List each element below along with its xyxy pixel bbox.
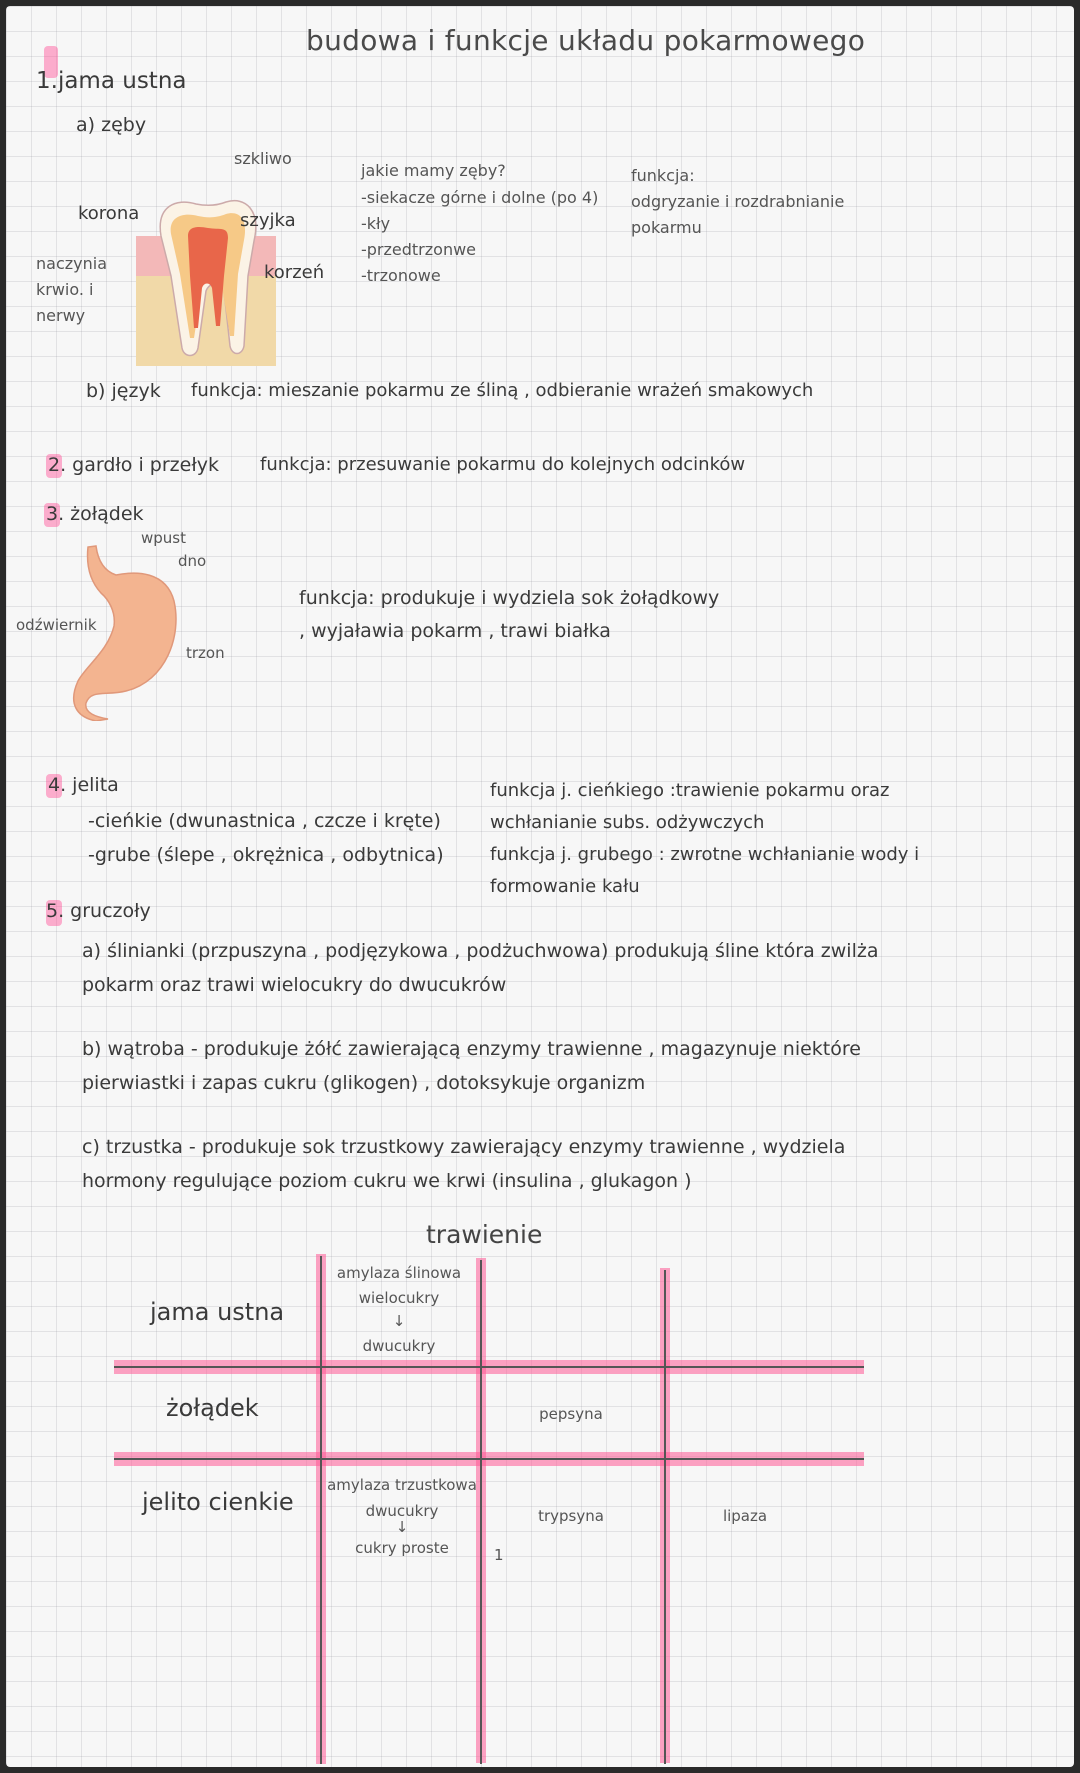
gland-b-line: b) wątroba - produkuje żółć zawierającą enzymy trawienne , magazynuje niektóre (82, 1038, 861, 1060)
arrow-down-icon: ↓ (392, 1312, 406, 1330)
teeth-list-item: jakie mamy zęby? (361, 161, 506, 180)
label-odzwiernik: odźwiernik (16, 616, 97, 634)
table-row-header: żołądek (166, 1394, 259, 1422)
table-cell: dwucukry (365, 1502, 439, 1520)
label-szyjka: szyjka (240, 210, 296, 231)
teeth-function: pokarmu (631, 218, 702, 237)
intestine-item: -grube (ślepe , okrężnica , odbytnica) (88, 844, 444, 866)
section-2-heading: 2. gardło i przełyk (48, 454, 219, 476)
label-korona: korona (78, 203, 140, 224)
section-2-function: funkcja: przesuwanie pokarmu do kolejnych odcinków (260, 454, 746, 475)
table-cell: dwucukry (362, 1337, 436, 1355)
table-cell: trypsyna (538, 1507, 604, 1525)
gland-c-line: hormony regulujące poziom cukru we krwi (insulina , glukagon ) (82, 1170, 692, 1192)
label-naczynia: naczynia (36, 254, 107, 273)
table-title: trawienie (426, 1220, 543, 1249)
page-number: 1 (494, 1546, 504, 1564)
intestine-item: -cieńkie (dwunastnica , czcze i kręte) (88, 810, 441, 832)
intestine-function: funkcja j. cieńkiego :trawienie pokarmu oraz (490, 780, 890, 801)
tongue-function: funkcja: mieszanie pokarmu ze śliną , odbieranie wrażeń smakowych (191, 380, 814, 401)
teeth-list-item: -kły (361, 214, 391, 233)
label-korzen: korzeń (264, 262, 325, 283)
intestine-function: formowanie kału (490, 876, 640, 897)
table-row-header: jama ustna (150, 1298, 285, 1326)
label-trzon: trzon (186, 644, 225, 662)
table-line (664, 1270, 666, 1764)
subsection-tongue: b) język (86, 380, 161, 402)
note-page (6, 6, 1074, 1767)
teeth-list-item: -przedtrzonwe (361, 240, 477, 259)
label-szkliwo: szkliwo (234, 149, 292, 168)
arrow-down-icon: ↓ (395, 1518, 409, 1536)
table-cell: amylaza trzustkowa (327, 1476, 477, 1494)
table-cell: cukry proste (355, 1539, 449, 1557)
intestine-function: wchłanianie subs. odżywczych (490, 812, 765, 833)
table-line (114, 1366, 864, 1368)
table-line (480, 1260, 482, 1764)
table-row-header: jelito cienkie (142, 1488, 294, 1516)
table-line (320, 1256, 322, 1764)
label-wpust: wpust (141, 529, 186, 547)
label-naczynia-3: nerwy (36, 306, 86, 325)
teeth-list-item: -siekacze górne i dolne (po 4) (361, 188, 599, 207)
stomach-function-2: , wyjaławia pokarm , trawi białka (299, 620, 611, 642)
gland-a-line: a) ślinianki (przpuszyna , podjęzykowa , podżuchwowa) produkują śline która zwilża (82, 940, 879, 962)
page-title: budowa i funkcje układu pokarmowego (306, 24, 866, 57)
table-line (114, 1458, 864, 1460)
teeth-function: funkcja: (631, 166, 695, 185)
subsection-teeth: a) zęby (76, 114, 147, 136)
label-dno: dno (178, 552, 207, 570)
table-cell: amylaza ślinowa (336, 1264, 462, 1282)
teeth-list-item: -trzonowe (361, 266, 441, 285)
gland-b-line: pierwiastki i zapas cukru (glikogen) , dotoksykuje organizm (82, 1072, 646, 1094)
table-cell: wielocukry (358, 1289, 440, 1307)
gland-a-line: pokarm oraz trawi wielocukry do dwucukrów (82, 974, 507, 996)
table-cell: pepsyna (539, 1405, 603, 1423)
teeth-function: odgryzanie i rozdrabnianie (631, 192, 845, 211)
stomach-function: funkcja: produkuje i wydziela sok żołądkowy (299, 587, 720, 609)
gland-c-line: c) trzustka - produkuje sok trzustkowy zawierający enzymy trawienne , wydziela (82, 1136, 846, 1158)
section-1-heading: 1.jama ustna (36, 68, 187, 94)
section-5-heading: 5. gruczoły (46, 900, 151, 922)
label-naczynia-2: krwio. i (36, 280, 94, 299)
table-cell: lipaza (722, 1507, 768, 1525)
section-4-heading: 4. jelita (48, 774, 119, 796)
section-3-heading: 3. żołądek (46, 503, 144, 525)
intestine-function: funkcja j. grubego : zwrotne wchłanianie wody i (490, 844, 920, 865)
